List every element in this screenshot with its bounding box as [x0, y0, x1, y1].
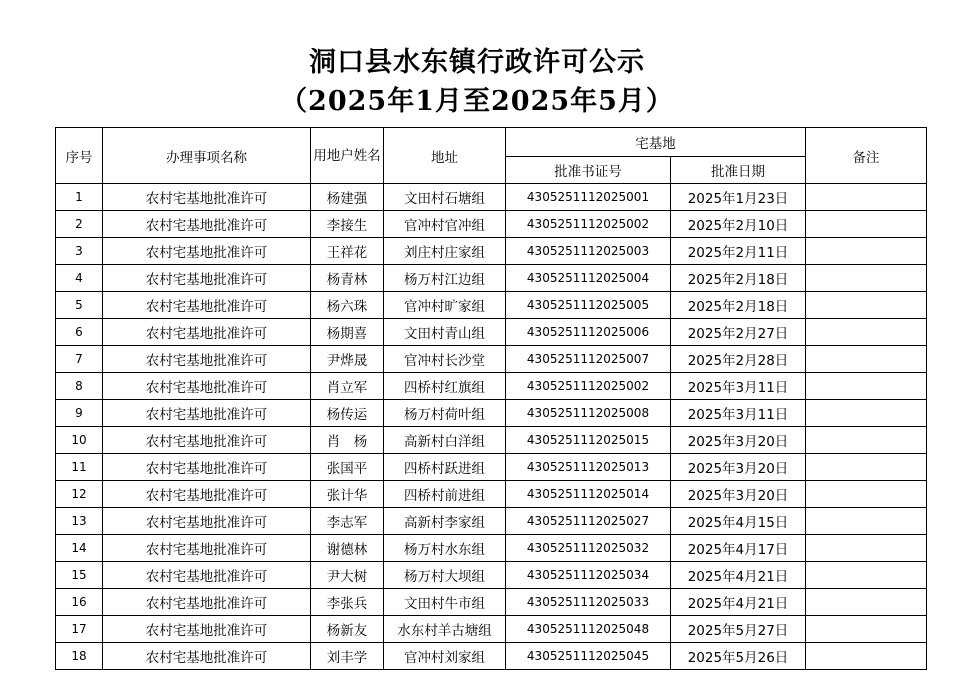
cell-address: 杨万村荷叶组	[384, 400, 506, 427]
cell-date: 2025年3月20日	[671, 454, 806, 481]
cell-address: 文田村青山组	[384, 319, 506, 346]
cell-cert: 4305251112025007	[506, 346, 671, 373]
cell-date: 2025年5月27日	[671, 616, 806, 643]
table-row	[56, 589, 927, 616]
cell-user: 刘丰学	[311, 643, 384, 670]
cell-remark	[806, 319, 927, 346]
page-title: 洞口县水东镇行政许可公示	[309, 47, 645, 78]
cell-cert: 4305251112025002	[506, 211, 671, 238]
cell-remark	[806, 589, 927, 616]
table-row	[56, 184, 927, 211]
cell-address: 文田村石塘组	[384, 184, 506, 211]
cell-user: 王祥花	[311, 238, 384, 265]
cell-user: 张国平	[311, 454, 384, 481]
cell-user: 谢德林	[311, 535, 384, 562]
cell-date: 2025年2月11日	[671, 238, 806, 265]
cell-address: 官冲村刘家组	[384, 643, 506, 670]
table-row	[56, 400, 927, 427]
cell-cert: 4305251112025006	[506, 319, 671, 346]
cell-seq: 10	[56, 427, 103, 454]
table-row	[56, 373, 927, 400]
cell-seq: 4	[56, 265, 103, 292]
cell-cert: 4305251112025048	[506, 616, 671, 643]
cell-user: 李志军	[311, 508, 384, 535]
cell-date: 2025年3月11日	[671, 373, 806, 400]
cell-item: 农村宅基地批准许可	[103, 373, 311, 400]
cell-address: 刘庄村庄家组	[384, 238, 506, 265]
cell-cert: 4305251112025033	[506, 589, 671, 616]
cell-cert: 4305251112025003	[506, 238, 671, 265]
cell-address: 四桥村红旗组	[384, 373, 506, 400]
cell-date: 2025年4月17日	[671, 535, 806, 562]
header-item: 办理事项名称	[103, 128, 311, 184]
cell-item: 农村宅基地批准许可	[103, 346, 311, 373]
cell-cert: 4305251112025008	[506, 400, 671, 427]
cell-seq: 7	[56, 346, 103, 373]
cell-user: 杨青林	[311, 265, 384, 292]
cell-date: 2025年2月28日	[671, 346, 806, 373]
header-user: 用地户姓名	[311, 128, 384, 184]
cell-user: 杨建强	[311, 184, 384, 211]
cell-seq: 8	[56, 373, 103, 400]
table-row	[56, 292, 927, 319]
cell-cert: 4305251112025032	[506, 535, 671, 562]
table-row	[56, 427, 927, 454]
cell-date: 2025年4月21日	[671, 589, 806, 616]
header-date: 批准日期	[671, 157, 806, 184]
table-body	[56, 184, 927, 670]
cell-address: 杨万村水东组	[384, 535, 506, 562]
cell-remark	[806, 211, 927, 238]
cell-address: 文田村牛市组	[384, 589, 506, 616]
cell-remark	[806, 265, 927, 292]
cell-cert: 4305251112025045	[506, 643, 671, 670]
table-row	[56, 238, 927, 265]
cell-seq: 9	[56, 400, 103, 427]
cell-seq: 3	[56, 238, 103, 265]
cell-date: 2025年2月27日	[671, 319, 806, 346]
cell-remark	[806, 643, 927, 670]
cell-date: 2025年3月20日	[671, 427, 806, 454]
cell-cert: 4305251112025034	[506, 562, 671, 589]
cell-remark	[806, 373, 927, 400]
cell-item: 农村宅基地批准许可	[103, 400, 311, 427]
cell-cert: 4305251112025014	[506, 481, 671, 508]
cell-item: 农村宅基地批准许可	[103, 481, 311, 508]
cell-item: 农村宅基地批准许可	[103, 508, 311, 535]
cell-item: 农村宅基地批准许可	[103, 616, 311, 643]
cell-date: 2025年3月11日	[671, 400, 806, 427]
table-row	[56, 643, 927, 670]
cell-seq: 13	[56, 508, 103, 535]
table-row	[56, 481, 927, 508]
cell-date: 2025年2月10日	[671, 211, 806, 238]
table-row	[56, 211, 927, 238]
cell-seq: 5	[56, 292, 103, 319]
cell-address: 官冲村官冲组	[384, 211, 506, 238]
header-homestead: 宅基地	[506, 128, 806, 157]
cell-item: 农村宅基地批准许可	[103, 238, 311, 265]
cell-cert: 4305251112025004	[506, 265, 671, 292]
cell-seq: 11	[56, 454, 103, 481]
cell-item: 农村宅基地批准许可	[103, 535, 311, 562]
cell-address: 杨万村大坝组	[384, 562, 506, 589]
header-remark: 备注	[806, 128, 927, 184]
cell-remark	[806, 400, 927, 427]
cell-user: 杨六珠	[311, 292, 384, 319]
table-row	[56, 265, 927, 292]
cell-item: 农村宅基地批准许可	[103, 643, 311, 670]
cell-remark	[806, 562, 927, 589]
cell-remark	[806, 238, 927, 265]
cell-seq: 16	[56, 589, 103, 616]
table-row	[56, 562, 927, 589]
cell-user: 张计华	[311, 481, 384, 508]
cell-date: 2025年2月18日	[671, 265, 806, 292]
cell-date: 2025年5月26日	[671, 643, 806, 670]
cell-item: 农村宅基地批准许可	[103, 427, 311, 454]
cell-address: 官冲村长沙堂	[384, 346, 506, 373]
cell-item: 农村宅基地批准许可	[103, 454, 311, 481]
cell-remark	[806, 184, 927, 211]
cell-item: 农村宅基地批准许可	[103, 265, 311, 292]
cell-user: 杨传运	[311, 400, 384, 427]
cell-seq: 14	[56, 535, 103, 562]
cell-date: 2025年4月15日	[671, 508, 806, 535]
cell-item: 农村宅基地批准许可	[103, 319, 311, 346]
cell-date: 2025年4月21日	[671, 562, 806, 589]
cell-remark	[806, 535, 927, 562]
cell-user: 杨新友	[311, 616, 384, 643]
cell-cert: 4305251112025015	[506, 427, 671, 454]
cell-seq: 18	[56, 643, 103, 670]
cell-address: 水东村羊古塘组	[384, 616, 506, 643]
page-subtitle: （2025年1月至2025年5月）	[280, 86, 674, 117]
cell-item: 农村宅基地批准许可	[103, 184, 311, 211]
cell-user: 肖 杨	[311, 427, 384, 454]
cell-address: 四桥村前进组	[384, 481, 506, 508]
cell-seq: 1	[56, 184, 103, 211]
cell-user: 杨期喜	[311, 319, 384, 346]
cell-seq: 12	[56, 481, 103, 508]
cell-item: 农村宅基地批准许可	[103, 292, 311, 319]
cell-cert: 4305251112025001	[506, 184, 671, 211]
cell-user: 肖立军	[311, 373, 384, 400]
cell-remark	[806, 454, 927, 481]
cell-remark	[806, 346, 927, 373]
cell-date: 2025年2月18日	[671, 292, 806, 319]
cell-user: 尹烨晟	[311, 346, 384, 373]
cell-remark	[806, 427, 927, 454]
cell-seq: 15	[56, 562, 103, 589]
cell-address: 高新村白洋组	[384, 427, 506, 454]
table-row	[56, 535, 927, 562]
cell-user: 尹大树	[311, 562, 384, 589]
cell-seq: 6	[56, 319, 103, 346]
cell-user: 李张兵	[311, 589, 384, 616]
cell-date: 2025年1月23日	[671, 184, 806, 211]
table-row	[56, 616, 927, 643]
cell-cert: 4305251112025005	[506, 292, 671, 319]
header-cert: 批准书证号	[506, 157, 671, 184]
cell-remark	[806, 616, 927, 643]
table-row	[56, 319, 927, 346]
table-row	[56, 508, 927, 535]
cell-address: 高新村李家组	[384, 508, 506, 535]
table-row	[56, 454, 927, 481]
cell-item: 农村宅基地批准许可	[103, 562, 311, 589]
cell-address: 杨万村江边组	[384, 265, 506, 292]
cell-cert: 4305251112025013	[506, 454, 671, 481]
cell-item: 农村宅基地批准许可	[103, 589, 311, 616]
cell-address: 官冲村旷家组	[384, 292, 506, 319]
cell-item: 农村宅基地批准许可	[103, 211, 311, 238]
header-seq: 序号	[56, 128, 103, 184]
permit-table	[55, 127, 927, 670]
cell-address: 四桥村跃进组	[384, 454, 506, 481]
cell-cert: 4305251112025002	[506, 373, 671, 400]
cell-cert: 4305251112025027	[506, 508, 671, 535]
cell-remark	[806, 508, 927, 535]
cell-user: 李接生	[311, 211, 384, 238]
cell-date: 2025年3月20日	[671, 481, 806, 508]
cell-seq: 17	[56, 616, 103, 643]
cell-remark	[806, 481, 927, 508]
cell-remark	[806, 292, 927, 319]
cell-seq: 2	[56, 211, 103, 238]
table-row	[56, 346, 927, 373]
header-address: 地址	[384, 128, 506, 184]
